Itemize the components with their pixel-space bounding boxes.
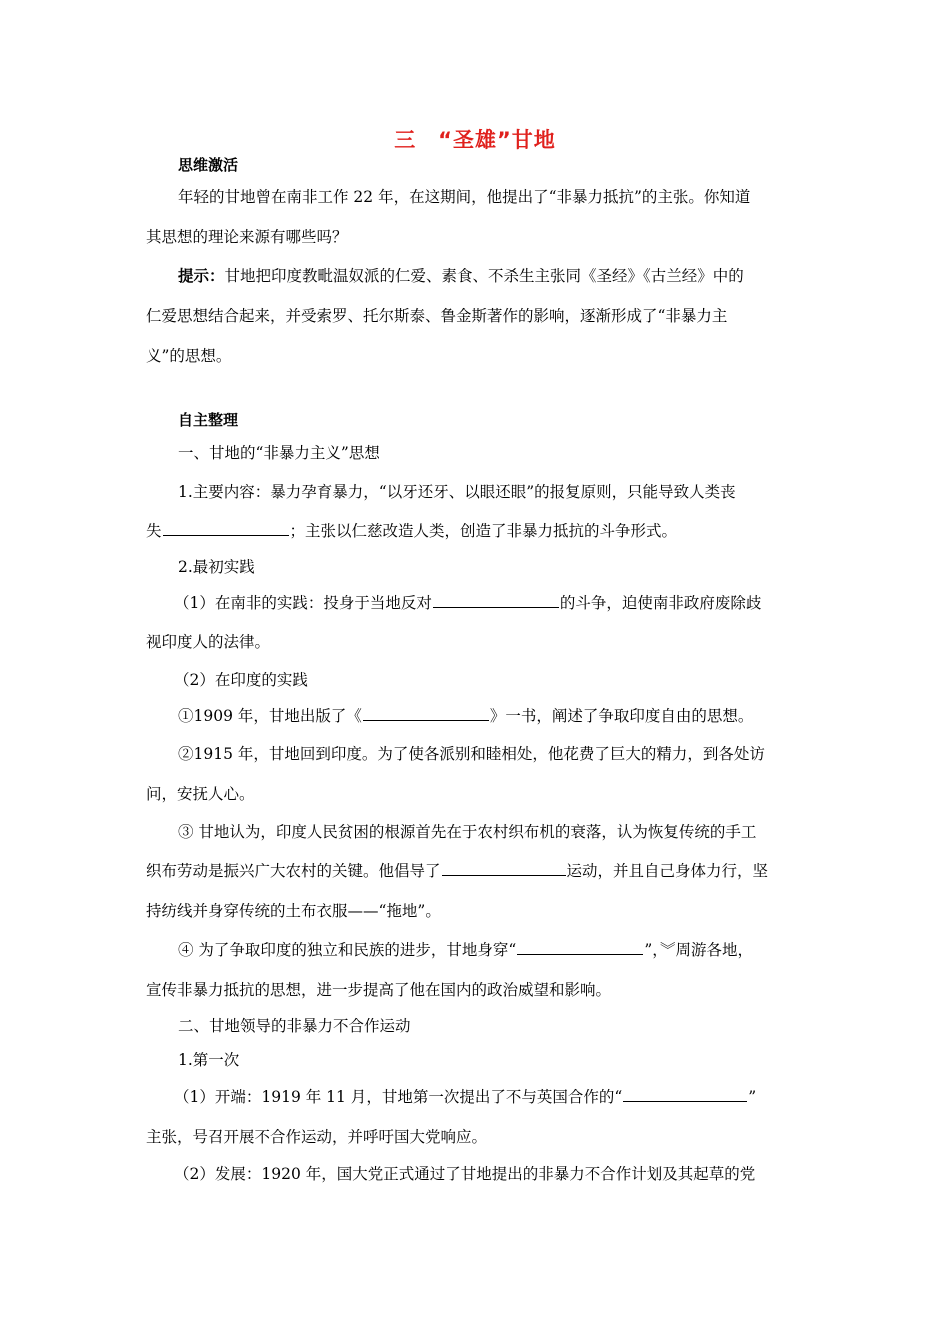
item-title: 2.最初实践 [178,558,255,576]
hint-label: 提示： [178,267,225,285]
fill-blank[interactable] [163,521,289,536]
item-title: 1.第一次 [178,1051,240,1069]
paragraph-line: ②1915 年，甘地回到印度。为了使各派别和睦相处，他花费了巨大的精力，到各处访 [178,745,765,763]
paragraph-line: 主张，号召开展不合作运动，并呼吁国大党响应。 [146,1128,488,1146]
part-title: 一、甘地的“非暴力主义”思想 [178,444,380,462]
section-heading-self-study: 自主整理 [178,411,239,429]
fill-blank[interactable] [442,861,566,876]
paragraph-line: 织布劳动是振兴广大农村的关键。他倡导了 运动，并且自己身体力行，坚 [146,862,769,880]
paragraph-line: 其思想的理论来源有哪些吗？ [146,228,348,246]
paragraph-line: 年轻的甘地曾在南非工作 22 年，在这期间，他提出了“非暴力抵抗”的主张。你知道 [178,188,751,206]
paragraph-line: （2）发展：1920 年，国大党正式通过了甘地提出的非暴力不合作计划及其起草的党 [174,1165,756,1183]
paragraph-line: 宣传非暴力抵抗的思想，进一步提高了他在国内的政治威望和影响。 [146,981,612,999]
hint-text: 甘地把印度教毗温奴派的仁爱、素食、不杀生主张同《圣经》《古兰经》中的 [224,267,744,285]
paragraph-line: 问，安抚人心。 [146,785,255,803]
page-title: 三 “圣雄”甘地 [394,128,556,152]
hint-line: 仁爱思想结合起来，并受索罗、托尔斯泰、鲁金斯著作的影响，逐渐形成了“非暴力主 [146,307,728,325]
hint-line: 义”的思想。 [146,347,232,365]
item-title: （2）在印度的实践 [174,671,308,689]
fill-blank[interactable] [623,1087,747,1102]
paragraph-line: ①1909 年，甘地出版了《 》一书，阐述了争取印度自由的思想。 [178,707,754,725]
part-title: 二、甘地领导的非暴力不合作运动 [178,1017,411,1035]
fill-blank[interactable] [433,593,559,608]
paragraph-line: （1）在南非的实践：投身于当地反对 的斗争，迫使南非政府废除歧 [174,594,762,612]
fill-blank[interactable] [363,706,489,721]
paragraph-line: ③ 甘地认为，印度人民贫困的根源首先在于农村织布机的衰落，认为恢复传统的手工 [178,823,757,841]
paragraph-line: （1）开端：1919 年 11 月，甘地第一次提出了不与英国合作的“ ” [174,1088,757,1106]
fill-blank[interactable] [517,940,643,955]
paragraph-line: 持纺线并身穿传统的土布衣服——“拖地”。 [146,902,441,920]
hint-line [178,266,744,286]
paragraph-line: ④ 为了争取印度的独立和民族的进步，甘地身穿“ ”，︾周游各地， [178,941,754,959]
section-heading-thinking: 思维激活 [178,156,239,174]
paragraph-line: 1.主要内容：暴力孕育暴力，“以牙还牙、以眼还眼”的报复原则，只能导致人类丧 [178,483,736,501]
paragraph-line: 视印度人的法律。 [146,633,271,651]
paragraph-line: 失 ；主张以仁慈改造人类，创造了非暴力抵抗的斗争形式。 [146,522,678,540]
